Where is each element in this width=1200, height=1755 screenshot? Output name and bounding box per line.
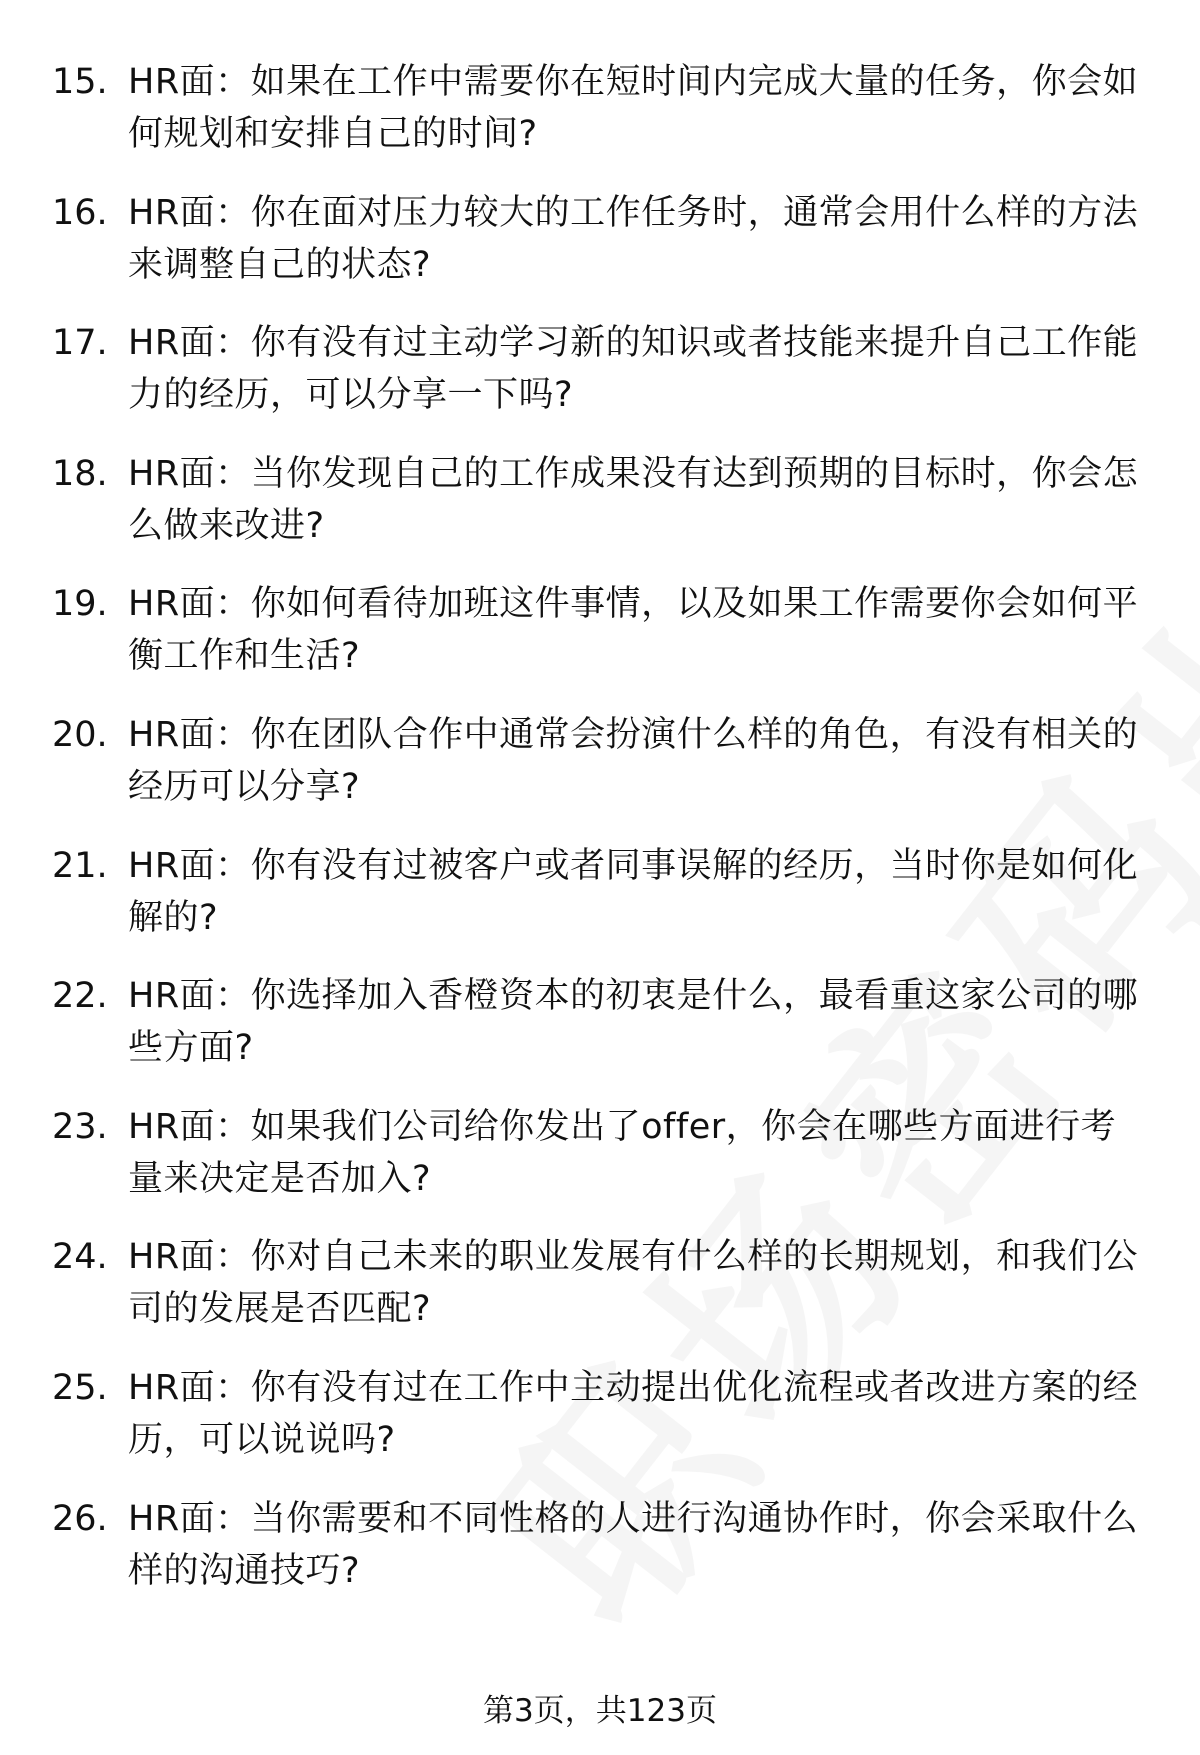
item-number: 25. <box>52 1367 108 1408</box>
item-text: HR面：你在团队合作中通常会扮演什么样的角色，有没有相关的经历可以分享? <box>128 714 1139 807</box>
item-number: 22. <box>52 976 108 1017</box>
item-text: HR面：当你需要和不同性格的人进行沟通协作时，你会采取什么样的沟通技巧? <box>128 1498 1139 1591</box>
item-text: HR面：你如何看待加班这件事情，以及如果工作需要你会如何平衡工作和生活? <box>128 584 1139 677</box>
item-number: 26. <box>52 1498 108 1539</box>
list-item <box>0 1231 1200 1362</box>
item-text: HR面：你对自己未来的职业发展有什么样的长期规划，和我们公司的发展是否匹配? <box>128 1237 1139 1330</box>
question-list <box>0 56 1200 1623</box>
page-footer: 第3页，共123页 <box>483 1693 717 1729</box>
item-text: HR面：你在面对压力较大的工作任务时，通常会用什么样的方法来调整自己的状态? <box>128 192 1139 285</box>
list-item <box>0 709 1200 840</box>
item-text: HR面：当你发现自己的工作成果没有达到预期的目标时，你会怎么做来改进? <box>128 453 1139 546</box>
item-number: 18. <box>52 453 108 494</box>
item-number: 19. <box>52 584 108 625</box>
list-item <box>0 578 1200 709</box>
item-number: 16. <box>52 192 108 233</box>
item-number: 17. <box>52 323 108 364</box>
list-item <box>0 317 1200 448</box>
item-number: 20. <box>52 714 108 755</box>
item-text: HR面：你选择加入香橙资本的初衷是什么，最看重这家公司的哪些方面? <box>128 976 1139 1069</box>
item-number: 24. <box>52 1237 108 1278</box>
list-item <box>0 1493 1200 1624</box>
list-item <box>0 1362 1200 1493</box>
item-number: 15. <box>52 62 108 102</box>
item-text: HR面：你有没有过主动学习新的知识或者技能来提升自己工作能力的经历，可以分享一下吗? <box>128 323 1139 416</box>
list-item <box>0 970 1200 1101</box>
item-number: 23. <box>52 1106 108 1147</box>
list-item <box>0 56 1200 187</box>
item-text: HR面：如果在工作中需要你在短时间内完成大量的任务，你会如何规划和安排自己的时间? <box>128 62 1139 154</box>
list-item <box>0 840 1200 971</box>
item-number: 21. <box>52 845 108 886</box>
list-item <box>0 448 1200 579</box>
item-text: HR面：如果我们公司给你发出了offer，你会在哪些方面进行考量来决定是否加入? <box>128 1106 1117 1199</box>
item-text: HR面：你有没有过被客户或者同事误解的经历，当时你是如何化解的? <box>128 845 1139 938</box>
list-item <box>0 1101 1200 1232</box>
item-text: HR面：你有没有过在工作中主动提出优化流程或者改进方案的经历，可以说说吗? <box>128 1367 1139 1460</box>
list-item <box>0 187 1200 318</box>
